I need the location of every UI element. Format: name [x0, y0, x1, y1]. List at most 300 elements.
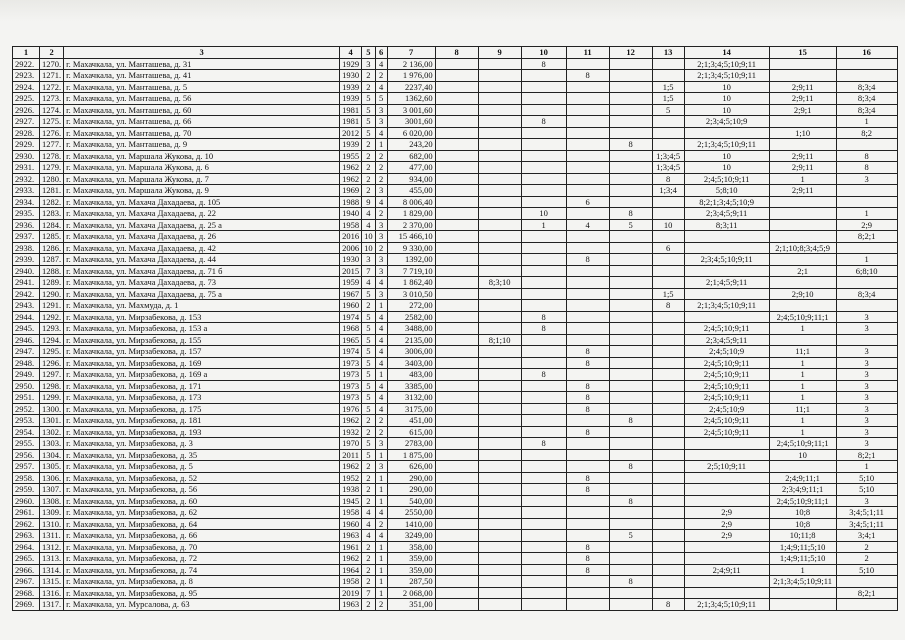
- table-cell: 2;4;5;10;9;11: [684, 323, 769, 335]
- table-cell: 1: [769, 380, 836, 392]
- header-cell: 5: [362, 47, 376, 59]
- table-cell: 2957.: [13, 461, 40, 473]
- table-cell: 3: [375, 461, 387, 473]
- table-cell: [609, 277, 652, 289]
- table-cell: 1313.: [40, 553, 64, 565]
- table-cell: [478, 162, 521, 174]
- table-cell: 1974: [340, 346, 362, 358]
- table-cell: 1969: [340, 185, 362, 197]
- table-cell: [769, 58, 836, 70]
- table-cell: [566, 369, 609, 381]
- table-cell: [566, 231, 609, 243]
- table-cell: 4: [362, 507, 376, 519]
- table-cell: [769, 219, 836, 231]
- table-cell: 2: [362, 495, 376, 507]
- table-row: [13, 104, 898, 116]
- table-cell: 7: [362, 587, 376, 599]
- table-cell: [435, 93, 478, 105]
- table-cell: [521, 81, 566, 93]
- table-row: [13, 369, 898, 381]
- table-cell: 2: [375, 173, 387, 185]
- table-cell: [566, 518, 609, 530]
- table-cell: 1: [375, 300, 387, 312]
- table-cell: [435, 219, 478, 231]
- table-cell: [478, 392, 521, 404]
- table-cell: [521, 196, 566, 208]
- table-cell: [521, 346, 566, 358]
- table-cell: 2;4;9;11;1: [769, 472, 836, 484]
- table-row: [13, 426, 898, 438]
- table-cell: 1: [375, 495, 387, 507]
- table-cell: 1300.: [40, 403, 64, 415]
- table-cell: 1: [769, 426, 836, 438]
- table-cell: 8;2;1: [836, 231, 897, 243]
- table-cell: [478, 93, 521, 105]
- table-cell: [521, 495, 566, 507]
- table-cell: 4: [375, 311, 387, 323]
- table-cell: 8 006,40: [387, 196, 435, 208]
- table-cell: [478, 426, 521, 438]
- table-cell: [652, 311, 684, 323]
- table-cell: [435, 507, 478, 519]
- table-cell: [521, 518, 566, 530]
- table-cell: 5: [362, 323, 376, 335]
- table-cell: [478, 380, 521, 392]
- table-cell: 2968.: [13, 587, 40, 599]
- table-cell: [609, 380, 652, 392]
- table-cell: 1304.: [40, 449, 64, 461]
- table-cell: [478, 311, 521, 323]
- table-cell: [521, 288, 566, 300]
- table-cell: [609, 599, 652, 611]
- table-cell: 934,00: [387, 173, 435, 185]
- table-cell: 2: [362, 173, 376, 185]
- table-cell: 455,00: [387, 185, 435, 197]
- table-cell: 8: [566, 403, 609, 415]
- table-cell: г. Махачкала, ул. Мирзабекова, д. 5: [64, 461, 340, 473]
- table-cell: [652, 58, 684, 70]
- table-cell: [478, 196, 521, 208]
- table-cell: 1: [375, 587, 387, 599]
- table-cell: 2: [375, 70, 387, 82]
- table-cell: [769, 587, 836, 599]
- table-header: [13, 47, 898, 59]
- table-cell: 1299.: [40, 392, 64, 404]
- table-cell: г. Махачкала, ул. Махача Дахадаева, д. 105: [64, 196, 340, 208]
- table-cell: [478, 254, 521, 266]
- table-cell: 2;1;3;4;5;10;9;11: [684, 70, 769, 82]
- table-cell: [836, 196, 897, 208]
- table-cell: [435, 461, 478, 473]
- table-cell: 2955.: [13, 438, 40, 450]
- table-cell: 3: [836, 380, 897, 392]
- header-cell: 1: [13, 47, 40, 59]
- table-cell: [684, 484, 769, 496]
- table-cell: [609, 58, 652, 70]
- table-cell: 1291.: [40, 300, 64, 312]
- table-cell: [478, 300, 521, 312]
- header-cell: 12: [609, 47, 652, 59]
- table-row: [13, 265, 898, 277]
- table-cell: [652, 346, 684, 358]
- table-cell: 3006,00: [387, 346, 435, 358]
- table-row: [13, 231, 898, 243]
- table-cell: 1274.: [40, 104, 64, 116]
- table-cell: 1: [375, 541, 387, 553]
- table-cell: 4: [375, 380, 387, 392]
- table-cell: [652, 507, 684, 519]
- table-cell: 1: [375, 484, 387, 496]
- table-cell: 1285.: [40, 231, 64, 243]
- table-row: [13, 461, 898, 473]
- table-cell: [769, 70, 836, 82]
- table-cell: 2012: [340, 127, 362, 139]
- table-cell: 3: [375, 265, 387, 277]
- table-cell: [521, 334, 566, 346]
- table-cell: 4: [375, 392, 387, 404]
- table-cell: г. Махачкала, ул. Махача Дахадаева, д. 25 а: [64, 219, 340, 231]
- table-cell: [566, 81, 609, 93]
- table-cell: [609, 196, 652, 208]
- table-cell: 3: [375, 231, 387, 243]
- table-cell: [435, 265, 478, 277]
- table-cell: 2: [362, 541, 376, 553]
- table-cell: 3: [362, 254, 376, 266]
- table-row: [13, 288, 898, 300]
- table-cell: 1960: [340, 518, 362, 530]
- table-cell: 2: [375, 426, 387, 438]
- table-cell: [521, 553, 566, 565]
- table-cell: [435, 288, 478, 300]
- table-cell: 2;9: [836, 219, 897, 231]
- table-cell: 2925.: [13, 93, 40, 105]
- table-cell: [521, 484, 566, 496]
- table-cell: 1302.: [40, 426, 64, 438]
- table-cell: [652, 553, 684, 565]
- table-cell: [566, 139, 609, 151]
- table-cell: 1289.: [40, 277, 64, 289]
- table-cell: 1287.: [40, 254, 64, 266]
- table-cell: 1938: [340, 484, 362, 496]
- table-cell: 1277.: [40, 139, 64, 151]
- table-cell: [609, 116, 652, 128]
- table-cell: 2: [362, 300, 376, 312]
- table-cell: 10: [684, 162, 769, 174]
- table-cell: [435, 311, 478, 323]
- table-cell: 3 010,50: [387, 288, 435, 300]
- table-cell: 2: [362, 81, 376, 93]
- table-cell: [435, 58, 478, 70]
- table-cell: [521, 461, 566, 473]
- table-row: [13, 564, 898, 576]
- table-cell: 5: [375, 93, 387, 105]
- table-cell: 2;9;10: [769, 288, 836, 300]
- table-body: [13, 58, 898, 610]
- table-cell: [478, 58, 521, 70]
- table-cell: 2967.: [13, 576, 40, 588]
- table-cell: 1312.: [40, 541, 64, 553]
- header-cell: 2: [40, 47, 64, 59]
- table-cell: 2922.: [13, 58, 40, 70]
- table-cell: [521, 576, 566, 588]
- table-cell: 1939: [340, 81, 362, 93]
- table-cell: 3: [375, 185, 387, 197]
- table-cell: [566, 277, 609, 289]
- table-cell: [478, 403, 521, 415]
- table-cell: 272,00: [387, 300, 435, 312]
- table-cell: 10: [769, 449, 836, 461]
- table-cell: [684, 127, 769, 139]
- table-cell: 2948.: [13, 357, 40, 369]
- table-cell: 3488,00: [387, 323, 435, 335]
- table-cell: [609, 438, 652, 450]
- table-cell: [435, 576, 478, 588]
- table-cell: 2;1;3;4;5;10;9;11: [684, 58, 769, 70]
- table-cell: 1962: [340, 461, 362, 473]
- table-row: [13, 70, 898, 82]
- table-cell: [478, 242, 521, 254]
- table-cell: 2;3;4;5;9;11: [684, 208, 769, 220]
- table-cell: 10;8: [769, 518, 836, 530]
- table-cell: г. Махачкала, ул. Мирзабекова, д. 173: [64, 392, 340, 404]
- table-row: [13, 484, 898, 496]
- table-cell: 5: [609, 219, 652, 231]
- table-cell: [684, 265, 769, 277]
- table-cell: г. Махачкала, ул. Мирзабекова, д. 66: [64, 530, 340, 542]
- table-cell: 1: [769, 323, 836, 335]
- table-cell: 1314.: [40, 564, 64, 576]
- table-cell: [684, 495, 769, 507]
- table-cell: 1296.: [40, 357, 64, 369]
- table-row: [13, 219, 898, 231]
- table-cell: [609, 357, 652, 369]
- table-cell: 8;2;1: [836, 449, 897, 461]
- table-cell: 8: [521, 116, 566, 128]
- table-cell: 2962.: [13, 518, 40, 530]
- table-cell: 11;1: [769, 403, 836, 415]
- table-cell: 3: [836, 495, 897, 507]
- table-cell: [684, 288, 769, 300]
- table-cell: 1;3;4: [652, 185, 684, 197]
- table-cell: 8;2: [836, 127, 897, 139]
- table-cell: 4: [362, 277, 376, 289]
- table-cell: 8;2;1;3;4;5;10;9: [684, 196, 769, 208]
- table-cell: 358,00: [387, 541, 435, 553]
- table-cell: 1955: [340, 150, 362, 162]
- table-cell: [566, 323, 609, 335]
- table-cell: [435, 449, 478, 461]
- table-cell: 8;3;4: [836, 104, 897, 116]
- table-cell: 2926.: [13, 104, 40, 116]
- table-cell: 1958: [340, 576, 362, 588]
- table-cell: [478, 173, 521, 185]
- header-cell: 6: [375, 47, 387, 59]
- table-cell: 2;4;5;10;9;11: [684, 415, 769, 427]
- table-cell: 615,00: [387, 426, 435, 438]
- table-cell: 10;11;8: [769, 530, 836, 542]
- table-cell: [836, 70, 897, 82]
- table-cell: 8: [836, 150, 897, 162]
- table-cell: 8: [521, 58, 566, 70]
- table-cell: [652, 277, 684, 289]
- table-cell: 1961: [340, 541, 362, 553]
- table-row: [13, 553, 898, 565]
- table-cell: [478, 288, 521, 300]
- table-cell: 1362,60: [387, 93, 435, 105]
- table-cell: 8: [652, 599, 684, 611]
- table-cell: [521, 277, 566, 289]
- table-cell: [652, 323, 684, 335]
- table-cell: [521, 162, 566, 174]
- table-cell: г. Махачкала, ул. Махача Дахадаева, д. 42: [64, 242, 340, 254]
- table-cell: 8: [566, 70, 609, 82]
- table-cell: г. Махачкала, ул. Мирзабекова, д. 70: [64, 541, 340, 553]
- table-cell: 2019: [340, 587, 362, 599]
- table-cell: 2;9;11: [769, 150, 836, 162]
- table-cell: [435, 369, 478, 381]
- table-cell: 2016: [340, 231, 362, 243]
- table-row: [13, 357, 898, 369]
- table-cell: [609, 150, 652, 162]
- table-cell: 1962: [340, 553, 362, 565]
- table-cell: 6: [566, 196, 609, 208]
- table-cell: 8: [566, 541, 609, 553]
- table-cell: 1392,00: [387, 254, 435, 266]
- table-cell: 3: [375, 104, 387, 116]
- table-cell: [435, 185, 478, 197]
- table-cell: 1930: [340, 70, 362, 82]
- table-cell: 8;2;1: [836, 587, 897, 599]
- table-cell: 8: [566, 346, 609, 358]
- table-cell: 2: [362, 472, 376, 484]
- table-cell: [435, 323, 478, 335]
- table-cell: г. Махачкала, ул. Мирзабекова, д. 171: [64, 380, 340, 392]
- table-cell: 2953.: [13, 415, 40, 427]
- table-cell: [769, 300, 836, 312]
- table-cell: 2961.: [13, 507, 40, 519]
- table-cell: [435, 346, 478, 358]
- table-cell: г. Махачкала, ул. Маршала Жукова, д. 7: [64, 173, 340, 185]
- table-cell: [836, 139, 897, 151]
- table-cell: 1: [769, 392, 836, 404]
- table-cell: [435, 150, 478, 162]
- table-cell: 2 136,00: [387, 58, 435, 70]
- table-cell: [478, 495, 521, 507]
- table-cell: [652, 265, 684, 277]
- table-cell: [521, 541, 566, 553]
- table-cell: 4: [375, 530, 387, 542]
- table-cell: 2;9;1: [769, 104, 836, 116]
- table-cell: г. Махачкала, ул. Мирзабекова, д. 52: [64, 472, 340, 484]
- table-cell: 2: [362, 139, 376, 151]
- table-cell: [435, 392, 478, 404]
- table-cell: [478, 127, 521, 139]
- table-cell: [435, 495, 478, 507]
- table-cell: 1 875,00: [387, 449, 435, 461]
- table-cell: 1 862,40: [387, 277, 435, 289]
- table-cell: [566, 587, 609, 599]
- table-cell: 1929: [340, 58, 362, 70]
- table-cell: 2943.: [13, 300, 40, 312]
- table-cell: 5: [362, 346, 376, 358]
- table-cell: 2964.: [13, 541, 40, 553]
- header-cell: 13: [652, 47, 684, 59]
- table-row: [13, 530, 898, 542]
- table-cell: 1963: [340, 530, 362, 542]
- table-cell: 1280.: [40, 173, 64, 185]
- table-cell: [836, 58, 897, 70]
- table-cell: 1940: [340, 208, 362, 220]
- table-cell: [521, 139, 566, 151]
- table-cell: 3: [375, 288, 387, 300]
- table-cell: 1945: [340, 495, 362, 507]
- table-cell: 1930: [340, 254, 362, 266]
- table-cell: 2945.: [13, 323, 40, 335]
- table-cell: [521, 392, 566, 404]
- table-cell: 1288.: [40, 265, 64, 277]
- table-cell: 5: [362, 127, 376, 139]
- table-cell: 1273.: [40, 93, 64, 105]
- table-row: [13, 127, 898, 139]
- table-cell: [609, 392, 652, 404]
- table-cell: 1;10: [769, 127, 836, 139]
- table-cell: 243,20: [387, 139, 435, 151]
- table-cell: 8: [609, 495, 652, 507]
- table-cell: 1276.: [40, 127, 64, 139]
- table-cell: 2: [362, 553, 376, 565]
- table-cell: [566, 173, 609, 185]
- table-cell: [609, 311, 652, 323]
- table-cell: 1952: [340, 472, 362, 484]
- table-cell: г. Махачкала, ул. Мирзабекова, д. 181: [64, 415, 340, 427]
- table-cell: 5: [362, 380, 376, 392]
- table-cell: [652, 530, 684, 542]
- table-cell: 2959.: [13, 484, 40, 496]
- table-cell: 351,00: [387, 599, 435, 611]
- table-cell: 1939: [340, 93, 362, 105]
- table-cell: 2: [362, 426, 376, 438]
- table-cell: 8: [609, 139, 652, 151]
- table-cell: 359,00: [387, 553, 435, 565]
- table-cell: [521, 449, 566, 461]
- table-cell: [478, 357, 521, 369]
- table-cell: 1292.: [40, 311, 64, 323]
- table-cell: [435, 277, 478, 289]
- table-cell: 2: [375, 599, 387, 611]
- table-cell: [609, 254, 652, 266]
- table-cell: 3: [836, 346, 897, 358]
- table-cell: 1284.: [40, 219, 64, 231]
- table-cell: 2951.: [13, 392, 40, 404]
- table-cell: 3: [836, 323, 897, 335]
- table-cell: 2;1;4;5;9;11: [684, 277, 769, 289]
- table-cell: 2015: [340, 265, 362, 277]
- table-cell: 1;3;4;5: [652, 150, 684, 162]
- table-cell: [652, 357, 684, 369]
- registry-table: [12, 46, 898, 611]
- table-cell: [566, 185, 609, 197]
- header-cell: 8: [435, 47, 478, 59]
- table-cell: [566, 576, 609, 588]
- table-row: [13, 576, 898, 588]
- table-cell: г. Махачкала, ул. Манташева, д. 60: [64, 104, 340, 116]
- table-cell: [609, 242, 652, 254]
- table-row: [13, 208, 898, 220]
- table-cell: 3175,00: [387, 403, 435, 415]
- table-cell: 1: [375, 139, 387, 151]
- table-cell: [609, 346, 652, 358]
- table-cell: [435, 104, 478, 116]
